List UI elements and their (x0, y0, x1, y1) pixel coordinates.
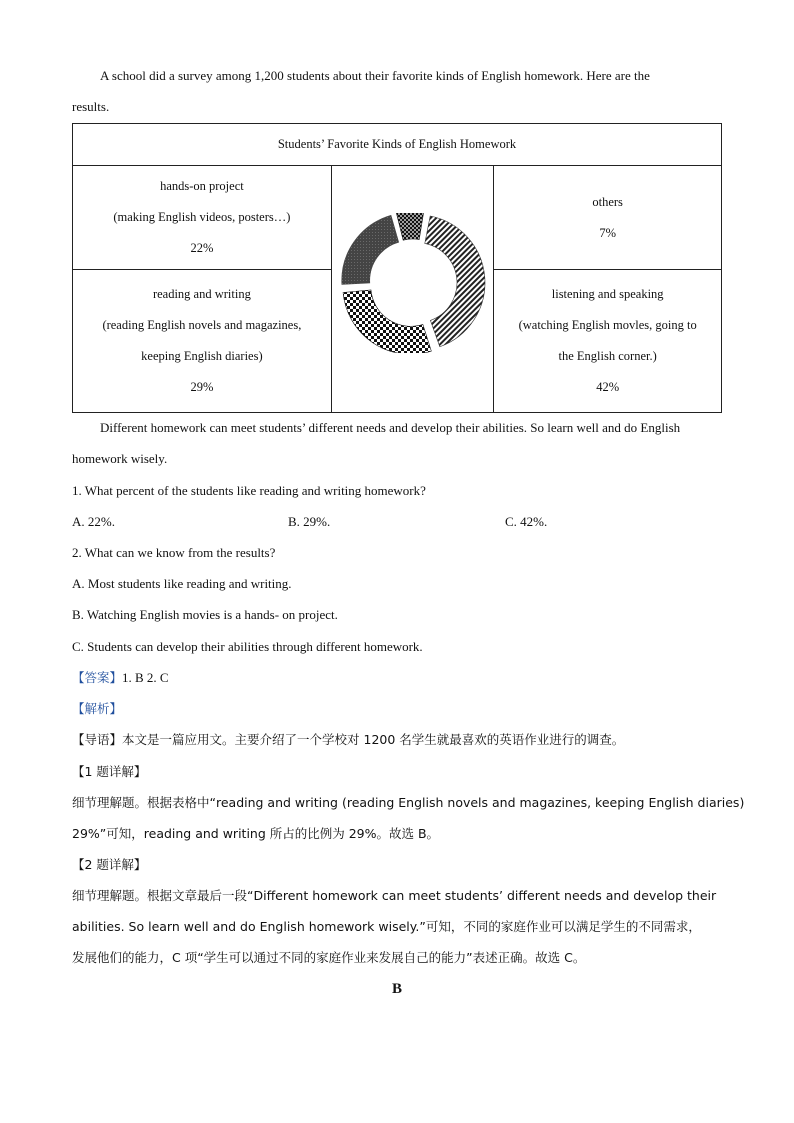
q1-question: 1. What percent of the students like reading and writing homework? (72, 483, 426, 498)
listening-label: listening and speaking (551, 287, 664, 301)
q2-option-b: B. Watching English movies is a hands- on project. (72, 607, 338, 622)
q1-option-c: C. 42%. (505, 514, 548, 529)
conclusion-line-2: homework wisely. (72, 451, 168, 466)
donut-slice-reading-and-writing (343, 290, 431, 353)
reading-detail-2: keeping English diaries) (141, 349, 263, 363)
hands-on-label: hands-on project (160, 179, 244, 193)
intro-line-1: A school did a survey among 1,200 students about their favorite kinds of English homework. Here are the (100, 68, 650, 83)
donut-chart (338, 213, 488, 353)
intro-line-2: results. (72, 99, 110, 114)
cell-reading (73, 270, 332, 413)
conclusion-line-1: Different homework can meet students’ different needs and develop their abilities. So learn well and do English (100, 420, 681, 435)
q1-option-b: B. 29%. (288, 514, 331, 529)
listening-detail-2: the English corner.) (558, 349, 657, 363)
answer-text: 1. B 2. C (122, 670, 169, 685)
chart-cell (331, 166, 494, 413)
others-label: others (592, 194, 623, 209)
donut-slice-listening-and-speaking (424, 216, 484, 347)
others-percent: 7% (599, 225, 616, 240)
reading-detail-1: (reading English novels and magazines, (102, 318, 302, 332)
q1-explain-line-1: 细节理解题。根据表格中“reading and writing (reading English novels and magazines, keeping English diaries) (72, 795, 745, 810)
survey-table (72, 123, 722, 413)
donut-slice-others (396, 213, 423, 240)
q2-explain-line-3: 发展他们的能力，C 项“学生可以通过不同的家庭作业来发展自己的能力”表述正确。故选 C。 (72, 950, 586, 965)
guide-tag: 【导语】 (72, 732, 123, 747)
q1-explain-tag: 【1 题详解】 (72, 764, 147, 779)
q2-explain-line-1: 细节理解题。根据文章最后一段“Different homework can meet students’ different needs and develop their (72, 888, 717, 903)
table-title: Students’ Favorite Kinds of English Homework (73, 124, 722, 166)
q2-question: 2. What can we know from the results? (72, 545, 276, 560)
hands-on-percent: 22% (190, 241, 214, 255)
q2-option-a: A. Most students like reading and writing. (72, 576, 292, 591)
section-heading: B (391, 981, 402, 997)
cell-hands-on (73, 166, 332, 270)
q2-explain-line-2: abilities. So learn well and do English homework wisely.”可知，不同的家庭作业可以满足学生的不同需求， (72, 919, 701, 934)
reading-percent: 29% (190, 380, 214, 394)
reading-label: reading and writing (152, 287, 251, 301)
analysis-tag: 【解析】 (72, 701, 123, 716)
answer-line (72, 662, 169, 693)
guide-text: 本文是一篇应用文。主要介绍了一个学校对 1200 名学生就最喜欢的英语作业进行的调查。 (122, 732, 625, 747)
cell-listening (494, 270, 722, 413)
cell-others (494, 166, 722, 270)
answer-tag: 【答案】 (72, 670, 123, 685)
hands-on-detail: (making English videos, posters…) (113, 210, 291, 224)
listening-percent: 42% (596, 380, 620, 394)
donut-slice-hands-on-project (341, 215, 398, 284)
guide-line (72, 724, 624, 755)
listening-detail-1: (watching English movles, going to (518, 318, 697, 332)
q2-explain-tag: 【2 题详解】 (72, 857, 147, 872)
q2-option-c: C. Students can develop their abilities through different homework. (72, 639, 423, 654)
q1-option-a: A. 22%. (72, 514, 115, 529)
q1-explain-line-2: 29%”可知，reading and writing 所占的比例为 29%。故选 B。 (72, 826, 440, 841)
